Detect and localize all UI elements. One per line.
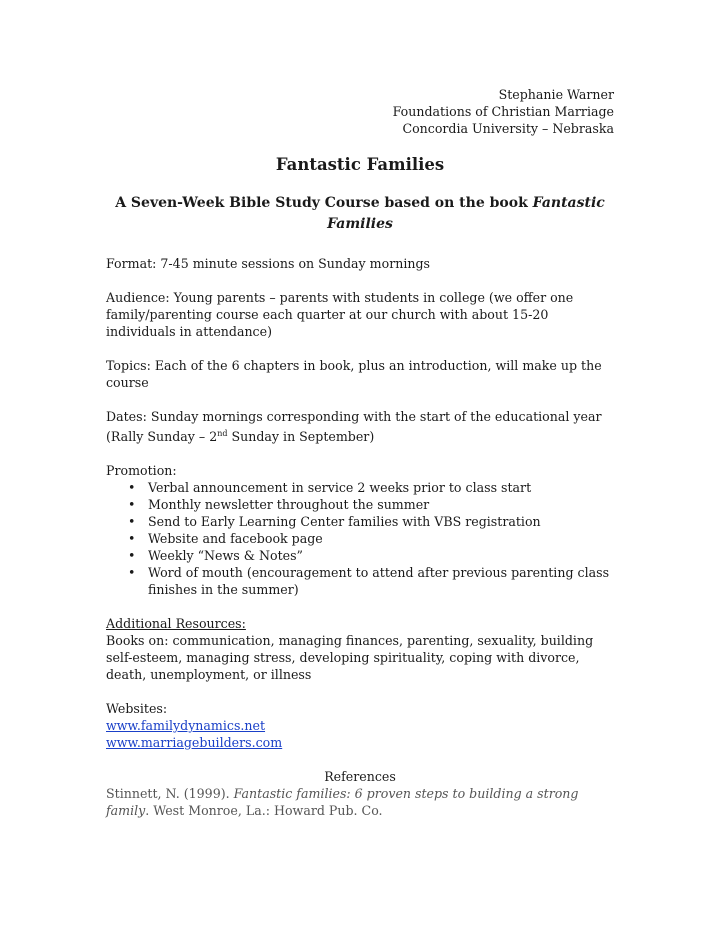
bullet-icon: • bbox=[128, 548, 136, 564]
promotion-list bbox=[106, 479, 614, 598]
promotion-label: Promotion: bbox=[106, 463, 177, 479]
list-item: • Word of mouth (encouragement to attend after previous parenting class finishes in the summer) bbox=[128, 565, 610, 598]
websites-section bbox=[106, 700, 614, 751]
bullet-icon: • bbox=[128, 497, 136, 513]
dates-text-end: Sunday in September) bbox=[227, 429, 375, 445]
link-marriagebuilders[interactable]: www.marriagebuilders.com bbox=[106, 735, 283, 751]
document-title: Fantastic Families bbox=[275, 155, 445, 174]
resources-text: Books on: communication, managing finances, parenting, sexuality, building self-esteem, managing stress, developing spirituality, coping with divorce, death, unemployment, or illness bbox=[106, 633, 594, 683]
list-item: • Weekly “News & Notes” bbox=[128, 548, 303, 564]
document-subtitle bbox=[106, 193, 614, 235]
resources-section bbox=[106, 615, 614, 683]
document-header bbox=[106, 86, 614, 137]
dates-text: Dates: Sunday mornings corresponding with the start of the educational year (Rally Sunday – 2 bbox=[106, 409, 602, 445]
reference-publisher: . West Monroe, La.: Howard Pub. Co. bbox=[145, 803, 383, 819]
dates-paragraph bbox=[106, 408, 614, 445]
subtitle-main: A Seven-Week Bible Study Course based on the book bbox=[115, 195, 533, 211]
dates-ordinal: nd bbox=[217, 429, 228, 438]
reference-title: Fantastic families: 6 proven steps to building a strong family bbox=[106, 786, 579, 819]
list-item: • Verbal announcement in service 2 weeks prior to class start bbox=[128, 480, 532, 496]
promotion-section bbox=[106, 462, 614, 598]
list-item: • Monthly newsletter throughout the summer bbox=[128, 497, 430, 513]
reference-entry bbox=[106, 785, 614, 819]
bullet-icon: • bbox=[128, 531, 136, 547]
school-name: Concordia University – Nebraska bbox=[402, 121, 614, 136]
topics-paragraph: Topics: Each of the 6 chapters in book, plus an introduction, will make up the course bbox=[106, 358, 602, 390]
bullet-icon: • bbox=[128, 514, 136, 530]
subtitle-book-title: Fantastic Families bbox=[327, 195, 605, 232]
bullet-icon: • bbox=[128, 565, 136, 581]
references-heading: References bbox=[324, 769, 396, 785]
format-paragraph: Format: 7-45 minute sessions on Sunday mornings bbox=[106, 256, 430, 271]
author-name: Stephanie Warner bbox=[498, 87, 614, 102]
websites-label: Websites: bbox=[106, 701, 168, 717]
resources-label: Additional Resources: bbox=[106, 616, 246, 632]
list-item: • Website and facebook page bbox=[128, 531, 323, 547]
bullet-icon: • bbox=[128, 480, 136, 496]
audience-paragraph: Audience: Young parents – parents with students in college (we offer one family/parenting course each quarter at our church with about 15-20 individuals in attendance) bbox=[106, 290, 574, 339]
list-item: • Send to Early Learning Center families with VBS registration bbox=[128, 514, 541, 530]
course-name: Foundations of Christian Marriage bbox=[392, 104, 614, 119]
reference-author: Stinnett, N. (1999). bbox=[106, 786, 234, 802]
link-familydynamics[interactable]: www.familydynamics.net bbox=[106, 718, 266, 734]
